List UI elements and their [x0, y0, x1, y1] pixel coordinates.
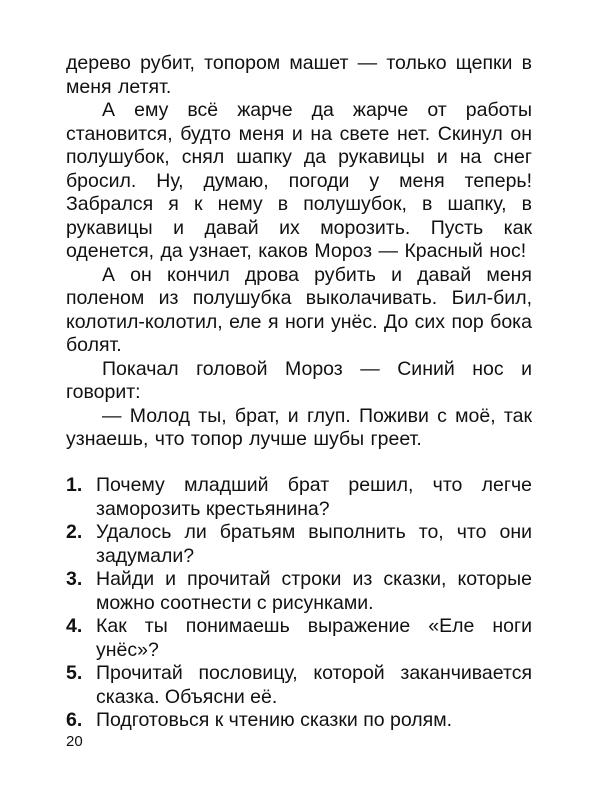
question-number: 1. — [66, 474, 83, 496]
question-item — [66, 521, 532, 568]
question-text: Как ты понимаешь выражение «Еле ноги унёс»? — [96, 615, 532, 661]
page-number: 20 — [66, 733, 83, 750]
question-number: 5. — [66, 662, 83, 684]
question-text: Удалось ли братьям выполнить то, что они задумали? — [96, 521, 532, 567]
question-number: 3. — [66, 568, 83, 590]
question-text: Найди и прочитай строки из сказки, которые можно соотнести с рисунками. — [96, 568, 532, 614]
question-text: Прочитай пословицу, которой заканчивается сказка. Объясни её. — [96, 662, 532, 708]
question-number: 6. — [66, 709, 83, 731]
question-list — [66, 474, 532, 733]
story-paragraph: — Молод ты, брат, и глуп. Поживи с моё, так узнаешь, что топор лучше шубы греет. — [66, 404, 532, 450]
story-paragraph: Покачал головой Мороз — Синий нос и говорит: — [66, 357, 532, 403]
question-item — [66, 709, 532, 733]
question-number: 2. — [66, 521, 83, 543]
story-paragraph: дерево рубит, топором машет — только щепки в меня летят. — [66, 52, 532, 98]
story-paragraph: А ему всё жарче да жарче от работы становится, будто меня и на свете нет. Скинул он полушубок, снял шапку да рукавицы и на снег бросил. Ну, думаю, погоди у меня теперь! Забрался я к нему в полушубок, в шапку, в рукавицы и давай их морозить. Пусть как оденется, да узнает, каков Мороз — Красный нос! — [66, 99, 532, 262]
story-text — [66, 52, 532, 452]
question-text: Подготовься к чтению сказки по ролям. — [96, 709, 453, 731]
story-paragraph: А он кончил дрова рубить и давай меня поленом из полушубка выколачивать. Бил-бил, колотил-колотил, еле я ноги унёс. До сих пор бока болят. — [66, 263, 532, 356]
question-text: Почему младший брат решил, что легче заморозить крестьянина? — [96, 474, 532, 520]
question-number: 4. — [66, 615, 83, 637]
question-item — [66, 662, 532, 709]
question-item — [66, 474, 532, 521]
question-item — [66, 615, 532, 662]
question-item — [66, 568, 532, 615]
